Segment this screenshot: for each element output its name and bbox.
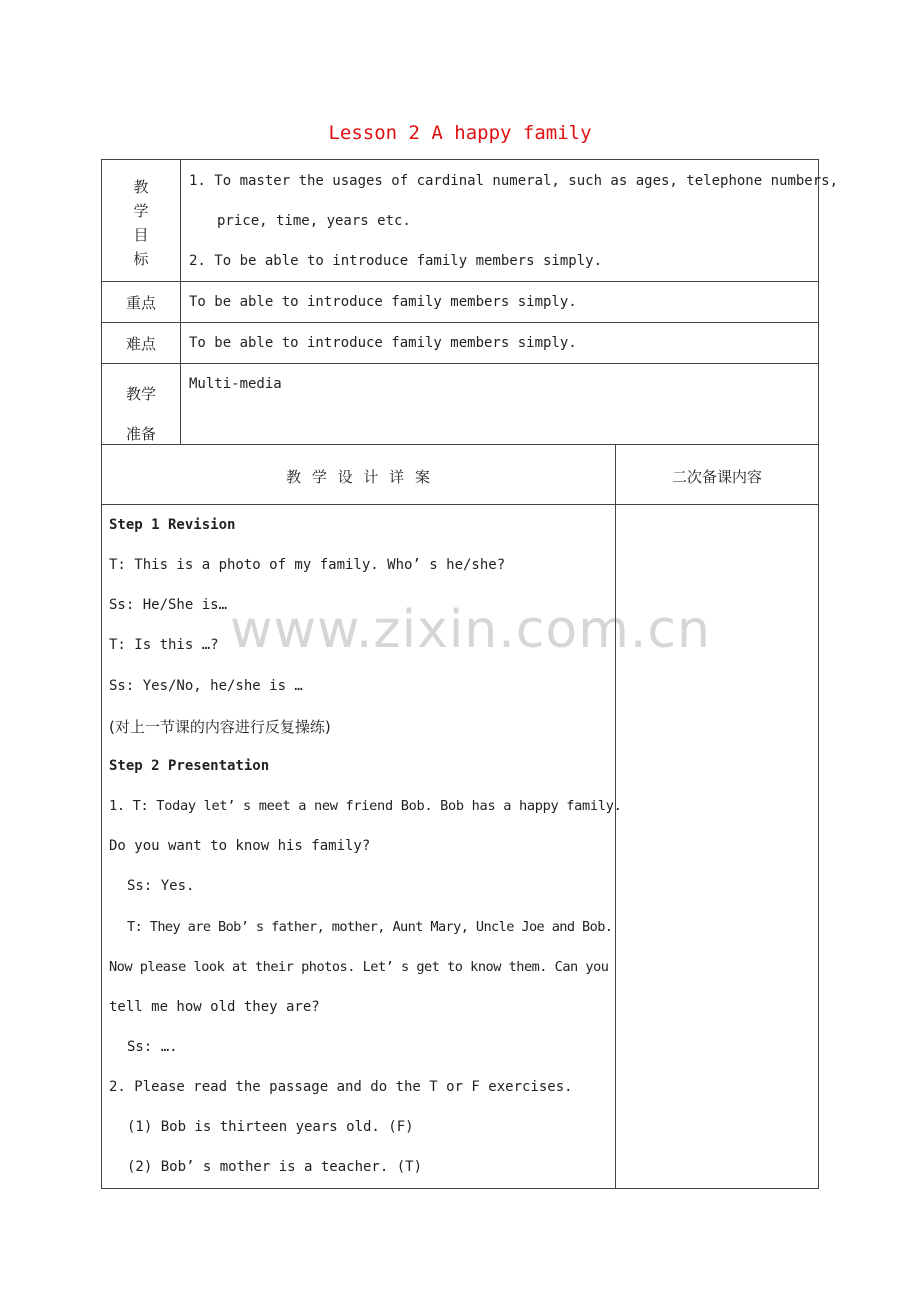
page-title: Lesson 2 A happy family bbox=[328, 122, 592, 144]
body-line: T: Is this …? bbox=[109, 637, 219, 653]
watermark: www.zixin.com.cn bbox=[230, 600, 711, 660]
difficulty-text: To be able to introduce family members simply. bbox=[189, 335, 577, 351]
body-line: T: This is a photo of my family. Who’ s he/she? bbox=[109, 557, 506, 573]
body-line: Now please look at their photos. Let’ s get to know them. Can you bbox=[109, 959, 609, 975]
body-line: Ss: …. bbox=[127, 1039, 178, 1055]
body-line: T: They are Bob’ s father, mother, Aunt Mary, Uncle Joe and Bob. bbox=[127, 919, 613, 935]
key-point-text: To be able to introduce family members simply. bbox=[189, 294, 577, 310]
objectives-label-char: 学 bbox=[133, 202, 149, 220]
objectives-label-char: 标 bbox=[133, 250, 149, 268]
objective-line-3: 2. To be able to introduce family members simply. bbox=[189, 253, 603, 269]
body-line: (2) Bob’ s mother is a teacher. (T) bbox=[127, 1159, 423, 1175]
step-2-heading: Step 2 Presentation bbox=[109, 758, 270, 774]
objective-line-1: 1. To master the usages of cardinal numeral, such as ages, telephone numbers, bbox=[189, 173, 839, 189]
objectives-label bbox=[102, 175, 180, 271]
body-line: 1. T: Today let’ s meet a new friend Bob. Bob has a happy family. bbox=[109, 798, 622, 814]
body-line: tell me how old they are? bbox=[109, 999, 320, 1015]
design-header-right: 二次备课内容 bbox=[671, 468, 762, 486]
design-table bbox=[101, 444, 819, 1189]
step-1-heading: Step 1 Revision bbox=[109, 517, 236, 533]
body-line: Ss: Yes/No, he/she is … bbox=[109, 678, 303, 694]
preparation-label bbox=[102, 374, 180, 454]
body-line: Ss: He/She is… bbox=[109, 597, 228, 613]
preparation-label-line: 准备 bbox=[125, 425, 156, 443]
body-line-chinese-note: (对上一节课的内容进行反复操练) bbox=[109, 718, 331, 736]
key-point-label: 重点 bbox=[125, 294, 156, 312]
design-header-left: 教 学 设 计 详 案 bbox=[286, 468, 430, 486]
preparation-label-line: 教学 bbox=[125, 385, 156, 403]
objectives-label-char: 目 bbox=[133, 226, 149, 244]
body-line: 2. Please read the passage and do the T or F exercises. bbox=[109, 1079, 573, 1095]
body-line: Do you want to know his family? bbox=[109, 838, 371, 854]
objective-line-2: price, time, years etc. bbox=[217, 213, 411, 229]
difficulty-label: 难点 bbox=[125, 335, 156, 353]
body-line: (1) Bob is thirteen years old. (F) bbox=[127, 1119, 414, 1135]
preparation-text: Multi-media bbox=[189, 376, 282, 392]
objectives-label-char: 教 bbox=[133, 178, 149, 196]
body-line: Ss: Yes. bbox=[127, 878, 195, 894]
